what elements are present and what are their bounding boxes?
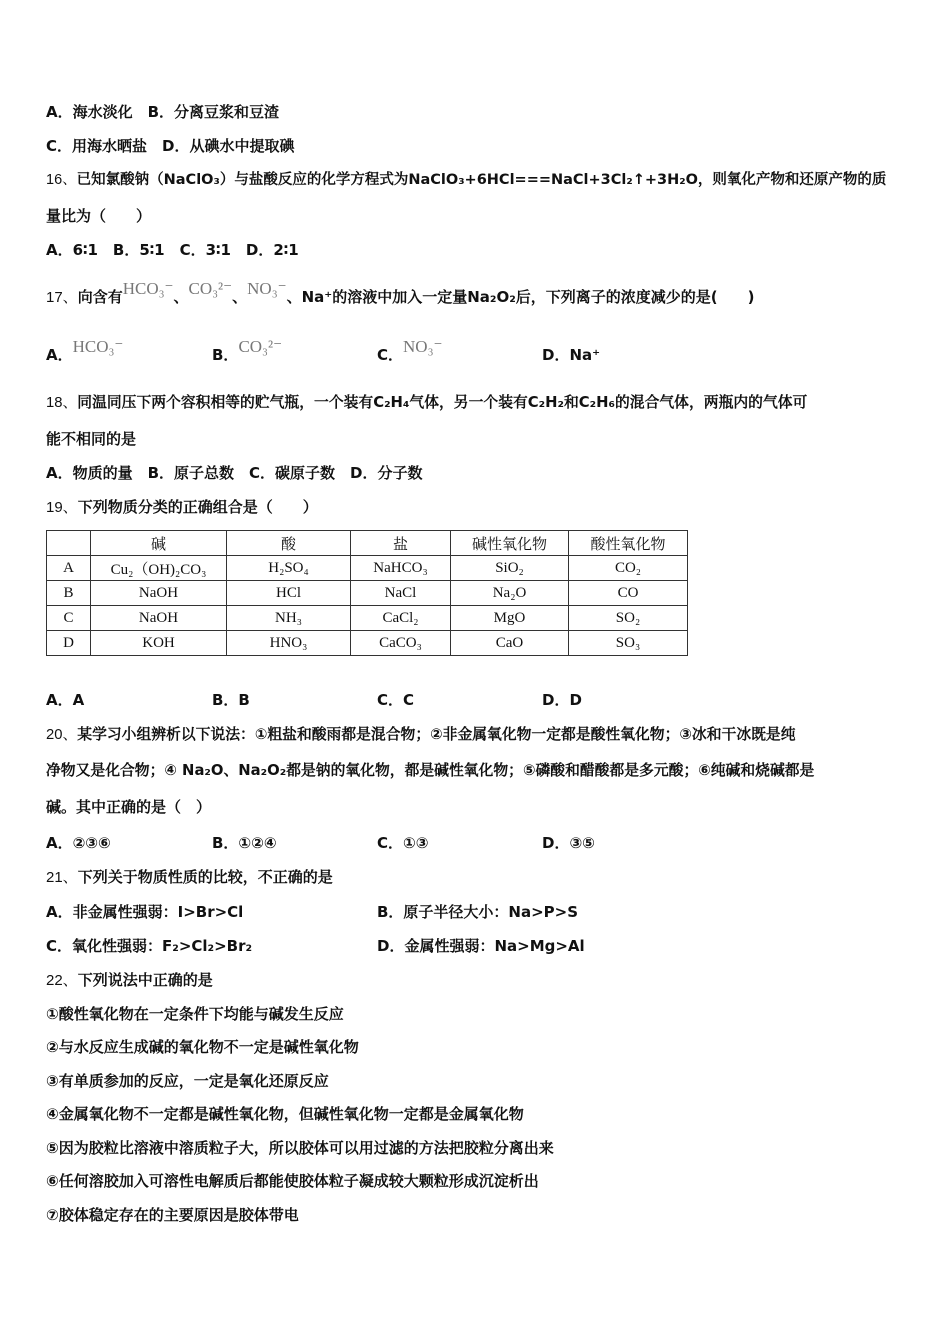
option-ion: HCO₃⁻ <box>72 337 124 356</box>
q21-option-d: D．金属性强弱：Na>Mg>Al <box>377 937 585 955</box>
q22-statement: ②与水反应生成碱的氧化物不一定是碱性氧化物 <box>46 1038 359 1056</box>
q21-option-b: B．原子半径大小：Na>P>S <box>377 903 579 921</box>
ion-co3: CO₃²⁻ <box>188 279 233 298</box>
table-cell: Cu₂（OH)₂CO₃ <box>91 556 227 581</box>
classification-table <box>46 530 688 656</box>
table-row <box>47 606 688 631</box>
q20-line1: 某学习小组辨析以下说法：①粗盐和酸雨都是混合物；②非金属氧化物一定都是酸性氧化物；③冰和干冰既是纯 <box>77 726 796 743</box>
table-cell: B <box>47 581 91 606</box>
q17-option-d <box>542 345 600 365</box>
q22-statement: ③有单质参加的反应，一定是氧化还原反应 <box>46 1072 329 1090</box>
table-cell: CaO <box>451 631 569 656</box>
option-label: A． <box>46 346 73 364</box>
q17-pre: 向含有 <box>77 288 123 306</box>
q17-options <box>46 337 746 369</box>
table-header: 碱 <box>91 531 227 556</box>
q21-options-row1 <box>46 902 746 924</box>
q19-option-a: A．A <box>46 691 85 709</box>
table-cell: D <box>47 631 91 656</box>
table-header: 盐 <box>351 531 451 556</box>
q19-option-d: D．D <box>542 691 582 709</box>
table-cell: HCl <box>227 581 351 606</box>
table-cell: SO₃ <box>569 631 688 656</box>
table-header: 酸 <box>227 531 351 556</box>
table-header-row <box>47 531 688 556</box>
question-number: 22、 <box>46 972 78 989</box>
q15-options-row1: A．海水淡化 B．分离豆浆和豆渣 <box>46 103 280 121</box>
table-cell: KOH <box>91 631 227 656</box>
q21-text: 下列关于物质性质的比较，不正确的是 <box>77 868 333 886</box>
q17-option-c <box>377 337 443 365</box>
q20-options <box>46 833 746 855</box>
q22-stem <box>46 970 213 991</box>
q15-options-row2: C．用海水晒盐 D．从碘水中提取碘 <box>46 137 295 155</box>
ion-hco3: HCO₃⁻ <box>122 279 174 298</box>
table-cell: NaOH <box>91 581 227 606</box>
q20-option-b: B．①②④ <box>212 834 277 852</box>
option-ion: CO₃²⁻ <box>238 337 283 356</box>
q17-option-a <box>46 337 124 365</box>
q18-options: A．物质的量 B．原子总数 C．碳原子数 D．分子数 <box>46 464 423 482</box>
q22-statement: ④金属氧化物不一定都是碱性氧化物，但碱性氧化物一定都是金属氧化物 <box>46 1105 524 1123</box>
sep: 、 <box>173 288 189 306</box>
q19-option-c: C．C <box>377 691 415 709</box>
question-number: 16、 <box>46 172 77 188</box>
q19-text: 下列物质分类的正确组合是（ ） <box>77 498 318 516</box>
question-number: 17、 <box>46 289 78 306</box>
sep: 、 <box>232 288 248 306</box>
q17-option-b <box>212 337 283 365</box>
table-header <box>47 531 91 556</box>
q21-option-c: C．氧化性强弱：F₂>Cl₂>Br₂ <box>46 937 253 955</box>
q18-line1: 同温同压下两个容积相等的贮气瓶，一个装有C₂H₄气体，另一个装有C₂H₂和C₂H₆的混合气体，两瓶内的气体可 <box>77 394 808 411</box>
q17-stem <box>46 279 755 308</box>
q17-post: 、Na⁺的溶液中加入一定量Na₂O₂后，下列离子的浓度减少的是( ) <box>286 288 755 306</box>
table-cell: SO₂ <box>569 606 688 631</box>
option-label: D． <box>542 346 570 364</box>
option-ion: Na⁺ <box>569 346 601 364</box>
q16-stem <box>46 170 886 190</box>
table-cell: C <box>47 606 91 631</box>
table-cell: CaCO₃ <box>351 631 451 656</box>
table-cell: NaOH <box>91 606 227 631</box>
q20-option-d: D．③⑤ <box>542 834 595 852</box>
q21-stem <box>46 867 333 888</box>
table-cell: SiO₂ <box>451 556 569 581</box>
q16-stem-line2: 量比为（ ） <box>46 207 152 225</box>
table-cell: CaCl₂ <box>351 606 451 631</box>
table-cell: A <box>47 556 91 581</box>
q20-stem-line2: 净物又是化合物；④ Na₂O、Na₂O₂都是钠的氧化物，都是碱性氧化物；⑤磷酸和醋酸都是多元酸；⑥纯碱和烧碱都是 <box>46 762 815 779</box>
q20-option-c: C．①③ <box>377 834 429 852</box>
table-cell: H₂SO₄ <box>227 556 351 581</box>
question-number: 21、 <box>46 869 78 886</box>
ion-no3: NO₃⁻ <box>247 279 287 298</box>
q18-stem <box>46 393 807 413</box>
q21-options-row2 <box>46 936 746 958</box>
q20-stem <box>46 725 796 745</box>
question-number: 18、 <box>46 395 78 411</box>
table-header: 碱性氧化物 <box>451 531 569 556</box>
q22-statement: ①酸性氧化物在一定条件下均能与碱发生反应 <box>46 1005 344 1023</box>
q20-option-a: A．②③⑥ <box>46 834 111 852</box>
q18-stem-line2: 能不相同的是 <box>46 430 137 448</box>
table-cell: MgO <box>451 606 569 631</box>
option-label: B． <box>212 346 239 364</box>
q20-stem-line3: 碱。其中正确的是（ ） <box>46 798 212 816</box>
q19-stem <box>46 497 318 518</box>
table-row <box>47 631 688 656</box>
table-cell: NaHCO₃ <box>351 556 451 581</box>
q16-options: A．6∶1 B．5∶1 C．3∶1 D．2∶1 <box>46 241 299 259</box>
q22-statement: ⑥任何溶胶加入可溶性电解质后都能使胶体粒子凝成较大颗粒形成沉淀析出 <box>46 1172 539 1190</box>
q16-line1: 已知氯酸钠（NaClO₃）与盐酸反应的化学方程式为NaClO₃+6HCl===NaCl+3Cl₂↑+3H₂O，则氧化产物和还原产物的质 <box>76 172 887 188</box>
q21-option-a: A．非金属性强弱：I>Br>Cl <box>46 903 244 921</box>
option-ion: NO₃⁻ <box>403 337 443 356</box>
q22-text: 下列说法中正确的是 <box>77 971 213 989</box>
table-cell: NH₃ <box>227 606 351 631</box>
table-cell: Na₂O <box>451 581 569 606</box>
q19-options <box>46 690 746 712</box>
table-cell: HNO₃ <box>227 631 351 656</box>
question-number: 19、 <box>46 499 78 516</box>
q19-option-b: B．B <box>212 691 250 709</box>
table-header: 酸性氧化物 <box>569 531 688 556</box>
table-row <box>47 556 688 581</box>
q22-statement: ⑤因为胶粒比溶液中溶质粒子大，所以胶体可以用过滤的方法把胶粒分离出来 <box>46 1139 554 1157</box>
table-cell: CO <box>569 581 688 606</box>
table-cell: NaCl <box>351 581 451 606</box>
q22-statement: ⑦胶体稳定存在的主要原因是胶体带电 <box>46 1206 299 1224</box>
table-row <box>47 581 688 606</box>
option-label: C． <box>377 346 404 364</box>
question-number: 20、 <box>46 727 78 743</box>
table-cell: CO₂ <box>569 556 688 581</box>
